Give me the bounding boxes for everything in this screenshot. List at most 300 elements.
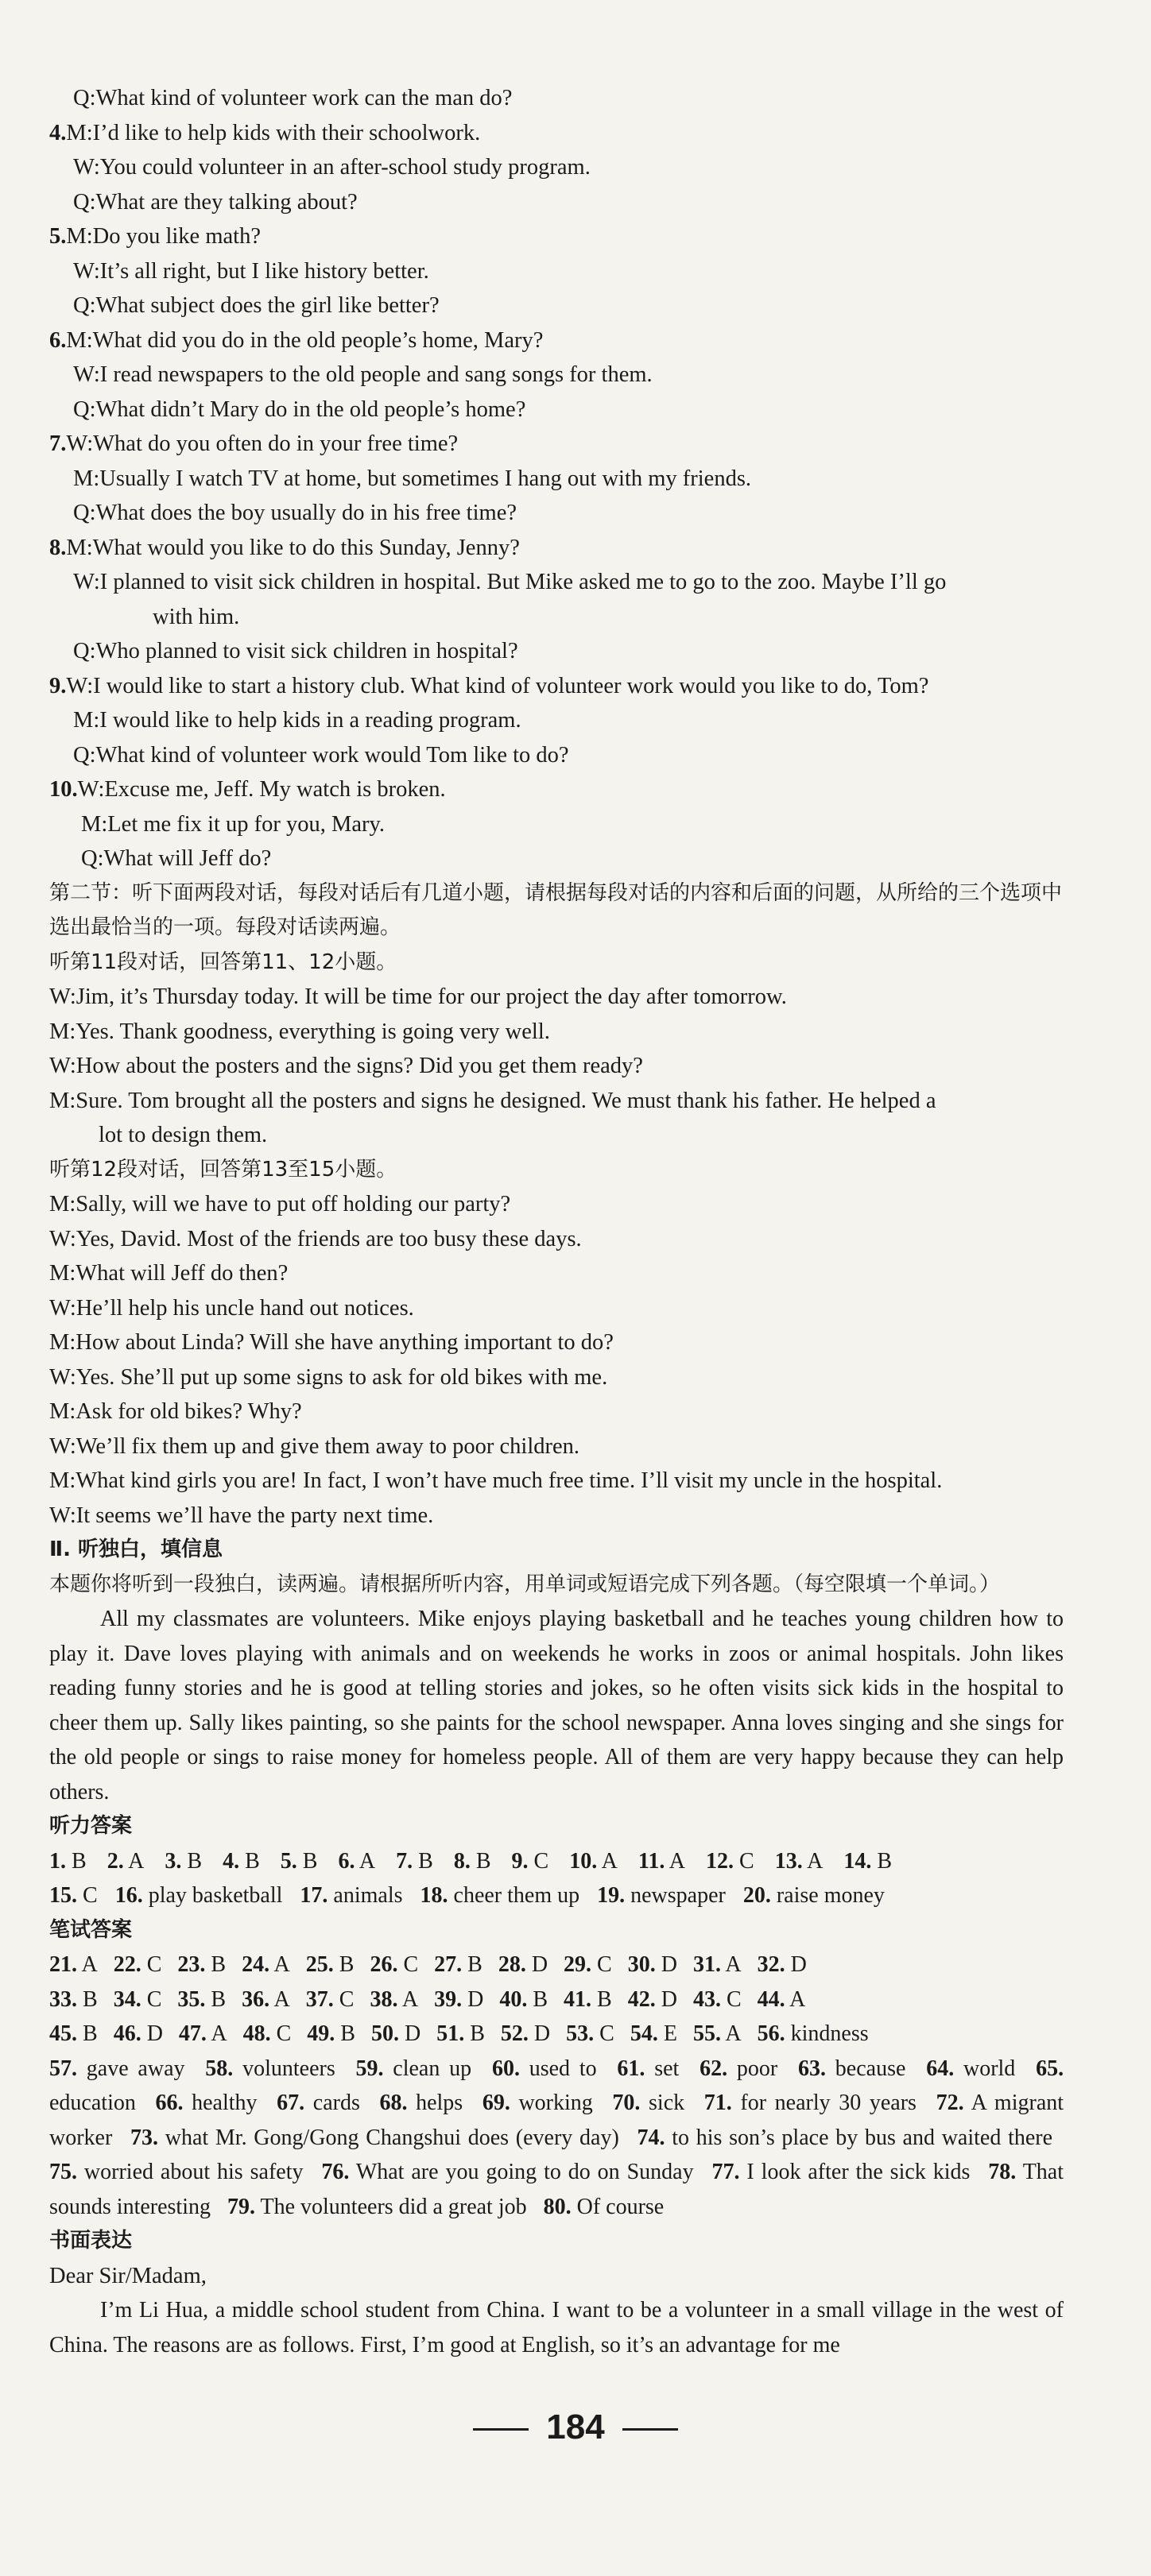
- speaker: M:: [49, 1330, 76, 1355]
- answer-item: [205, 2056, 335, 2081]
- answer-number: 45.: [49, 2021, 77, 2046]
- answer-number: 26.: [370, 1952, 398, 1977]
- answer-number: 13.: [774, 1848, 803, 1874]
- answer-item: [306, 1947, 355, 1982]
- part2-heading: Ⅱ. 听独白，填信息: [49, 1537, 223, 1561]
- dialogue-line: [49, 600, 1064, 635]
- answer-item: [227, 2195, 527, 2219]
- answer-value: C: [734, 1848, 754, 1874]
- answer-value: D: [525, 1952, 548, 1977]
- answer-value: because: [826, 2056, 906, 2081]
- answer-value: A: [665, 1848, 686, 1874]
- answer-value: A: [802, 1848, 824, 1874]
- answer-number: 56.: [757, 2021, 785, 2046]
- dialogue-line: [49, 393, 1064, 427]
- dialogue-line: [49, 1464, 1064, 1499]
- answer-number: 57.: [49, 2056, 77, 2081]
- answer-item: [798, 2056, 905, 2081]
- answer-item: [628, 1947, 677, 1982]
- answer-number: 27.: [434, 1952, 463, 1977]
- answer-item: [743, 1878, 885, 1913]
- utterance: What kind girls you are! In fact, I won’t have much free time. I’ll visit my uncle in the hospital.: [76, 1468, 943, 1493]
- answer-item: [454, 1844, 491, 1879]
- answer-item: [49, 2056, 185, 2081]
- answer-item: [434, 1982, 483, 2017]
- answer-row: [49, 1878, 1064, 1913]
- answer-item: [281, 1844, 318, 1879]
- utterance: I’d like to help kids with their schoolwork.: [92, 120, 481, 145]
- dialogue-line: [49, 841, 1064, 876]
- speaker: W:: [49, 1295, 76, 1321]
- answer-item: [49, 1982, 98, 2017]
- answer-number: 30.: [627, 1952, 656, 1977]
- speaker: M:: [49, 1088, 76, 1113]
- speaker: M:: [49, 1019, 76, 1044]
- speaker: Q:: [73, 396, 96, 422]
- answer-value: newspaper: [625, 1883, 726, 1908]
- answer-number: 33.: [49, 1986, 77, 2012]
- answer-number: 58.: [205, 2056, 234, 2081]
- question-number: 8.: [49, 535, 67, 560]
- answer-item: [114, 1947, 162, 1982]
- answer-number: 61.: [617, 2056, 645, 2081]
- dialogue-line: [49, 669, 1064, 704]
- speaker: M:: [73, 708, 100, 733]
- utterance: Jim, it’s Thursday today. It will be time for our project the day after tomorrow.: [76, 984, 787, 1009]
- written-answers-text: [49, 2052, 1064, 2225]
- speaker: Q:: [73, 742, 96, 768]
- answer-value: B: [413, 1848, 433, 1874]
- answer-item: [155, 2091, 257, 2115]
- speaker: W:: [73, 570, 100, 594]
- utterance: I would like to start a history club. What kind of volunteer work would you like to do, Tom?: [93, 673, 929, 698]
- answer-number: 68.: [379, 2091, 408, 2115]
- answer-item: [499, 1982, 548, 2017]
- answer-number: 52.: [500, 2021, 529, 2046]
- answer-number: 31.: [692, 1952, 721, 1977]
- speaker: W:: [73, 258, 100, 284]
- dialogue-line: [49, 462, 1064, 497]
- answer-number: 69.: [482, 2091, 510, 2115]
- answer-value: A: [77, 1952, 98, 1977]
- answer-item: [49, 2017, 98, 2052]
- listening-answers-heading: 听力答案: [49, 1814, 133, 1838]
- dialogue-line: [49, 81, 1064, 116]
- answer-number: 5.: [280, 1848, 297, 1874]
- dialogue-line: [49, 358, 1064, 393]
- dialogue-line: [49, 1394, 1064, 1429]
- utterance: It’s all right, but I like history better.: [99, 258, 429, 284]
- question-number: 7.: [49, 431, 67, 456]
- answer-value: poor: [727, 2056, 778, 2081]
- answer-number: 51.: [436, 2021, 465, 2046]
- speaker: M:: [49, 1468, 76, 1493]
- answer-number: 3.: [165, 1848, 182, 1874]
- answer-number: 29.: [564, 1952, 592, 1977]
- answer-item: [693, 1982, 742, 2017]
- answer-number: 12.: [706, 1848, 734, 1874]
- answer-number: 6.: [338, 1848, 355, 1874]
- writing-heading: 书面表达: [49, 2229, 133, 2253]
- speaker: W:: [73, 155, 100, 180]
- writing-salutation: Dear Sir/Madam,: [49, 2263, 207, 2288]
- answer-item: [758, 2017, 869, 2052]
- answer-item: [512, 1844, 549, 1879]
- dialogue12: [49, 1187, 1064, 1533]
- answer-value: A: [785, 1986, 806, 2012]
- answer-item: [498, 1947, 548, 1982]
- answer-item: [612, 2091, 684, 2115]
- answer-item: [704, 2091, 917, 2115]
- question-number: 4.: [49, 120, 67, 145]
- listening-answers: [49, 1844, 1064, 1913]
- answer-item: [179, 2017, 227, 2052]
- dash-left: [473, 2428, 529, 2431]
- answer-item: [396, 1844, 433, 1879]
- utterance: Yes. Thank goodness, everything is going very well.: [76, 1019, 550, 1044]
- answer-value: play basketball: [142, 1883, 283, 1908]
- question-number: 10.: [49, 777, 78, 802]
- answer-value: B: [205, 1986, 227, 2012]
- answer-value: set: [645, 2056, 680, 2081]
- page-number: [0, 2408, 1151, 2447]
- answer-value: used to: [519, 2056, 597, 2081]
- answer-number: 60.: [491, 2056, 520, 2081]
- answer-item: [243, 2017, 292, 2052]
- answer-item: [49, 1947, 98, 1982]
- answer-item: [177, 1947, 226, 1982]
- utterance: lot to design them.: [99, 1123, 268, 1147]
- answer-number: 62.: [700, 2056, 728, 2081]
- answer-row: [49, 1947, 1064, 1982]
- utterance: What would you like to do this Sunday, Jenny?: [92, 535, 520, 560]
- answer-value: A: [397, 1986, 419, 2012]
- answer-number: 71.: [703, 2091, 732, 2115]
- answer-number: 70.: [612, 2091, 641, 2115]
- section2-instruction: 第二节：听下面两段对话，每段对话后有几道小题，请根据每段对话的内容和后面的问题，从所给的三个选项中选出最恰当的一项。每段对话读两遍。: [49, 880, 1063, 939]
- answer-item: [926, 2056, 1015, 2081]
- answer-number: 41.: [564, 1986, 592, 2012]
- speaker: Q:: [73, 639, 96, 663]
- answer-value: B: [871, 1848, 893, 1874]
- writing-body: I’m Li Hua, a middle school student from China. I want to be a volunteer in a small village in the west of China. The reasons are as follows. First, I’m good at English, so it’s an advantage for me: [49, 2298, 1064, 2357]
- speaker: Q:: [73, 189, 96, 215]
- dialogue-line: [49, 738, 1064, 773]
- utterance: We’ll fix them up and give them away to poor children.: [76, 1433, 579, 1459]
- answer-number: 9.: [511, 1848, 529, 1874]
- utterance: What didn’t Mary do in the old people’s home?: [95, 396, 526, 422]
- dialogue-line: [49, 1325, 1064, 1360]
- answer-value: animals: [327, 1883, 403, 1908]
- answer-value: clean up: [383, 2056, 472, 2081]
- answer-value: B: [470, 1848, 491, 1874]
- answer-item: [370, 1982, 418, 2017]
- section1-dialogues: [49, 81, 1064, 876]
- answer-value: A: [597, 1848, 618, 1874]
- answer-number: 8.: [453, 1848, 471, 1874]
- speaker: W:: [49, 1054, 76, 1078]
- utterance: Ask for old bikes? Why?: [76, 1399, 302, 1424]
- dialogue-line: [49, 1049, 1064, 1084]
- speaker: Q:: [73, 293, 96, 318]
- utterance: He’ll help his uncle hand out notices.: [76, 1295, 414, 1321]
- utterance: It seems we’ll have the party next time.: [76, 1503, 434, 1528]
- answer-value: B: [66, 1848, 87, 1874]
- answer-number: 55.: [692, 2021, 721, 2046]
- answer-number: 63.: [798, 2056, 827, 2081]
- speaker: M:: [66, 224, 93, 249]
- answer-number: 47.: [178, 2021, 207, 2046]
- answer-number: 77.: [711, 2160, 740, 2184]
- dialogue-line: [49, 116, 1064, 151]
- answer-value: B: [181, 1848, 203, 1874]
- answer-number: 46.: [113, 2021, 141, 2046]
- answer-item: [436, 2017, 485, 2052]
- utterance: Yes, David. Most of the friends are too busy these days.: [76, 1226, 582, 1251]
- dialogue-line: [49, 772, 1064, 807]
- speaker: W:: [49, 1433, 76, 1459]
- answer-number: 14.: [843, 1848, 872, 1874]
- answer-number: 65.: [1036, 2056, 1064, 2081]
- written-answers-heading: 笔试答案: [49, 1917, 133, 1942]
- answer-item: [482, 2091, 593, 2115]
- answer-number: 7.: [396, 1848, 413, 1874]
- utterance: You could volunteer in an after-school study program.: [99, 155, 591, 180]
- utterance: Sally, will we have to put off holding our party?: [76, 1192, 511, 1216]
- answer-value: C: [591, 1952, 612, 1977]
- answer-item: [165, 1844, 202, 1879]
- speaker: W:: [49, 1503, 76, 1528]
- answer-item: [706, 1844, 754, 1879]
- monologue-passage: All my classmates are volunteers. Mike enjoys playing basketball and he teaches young children how to play it. Dave loves playing with animals and on weekends he works in zoos or animal hospitals. John likes reading funny stories and he is good at telling stories and jokes, so he often visits sick kids in the hospital to cheer them up. Sally likes painting, so she paints for the school newspaper. Anna loves singing and she sings for the old people or sings to raise money for homeless people. All of them are very happy because they can help others.: [49, 1607, 1064, 1804]
- answer-item: [758, 1982, 806, 2017]
- dialogue-line: [49, 634, 1064, 669]
- answer-number: 72.: [936, 2091, 964, 2115]
- answer-item: [300, 1878, 402, 1913]
- utterance: Usually I watch TV at home, but sometimes I hang out with my friends.: [99, 466, 752, 491]
- answer-number: 39.: [434, 1986, 463, 2012]
- written-answers-choices: [49, 1947, 1064, 2052]
- speaker: W:: [66, 673, 94, 698]
- answer-number: 67.: [277, 2091, 305, 2115]
- answer-item: [712, 2160, 971, 2184]
- answer-item: [492, 2056, 597, 2081]
- answer-number: 73.: [130, 2125, 159, 2150]
- answer-item: [693, 1947, 742, 1982]
- answer-value: E: [657, 2021, 677, 2046]
- dialogue11-title: 听第11段对话，回答第11、12小题。: [49, 950, 397, 974]
- speaker: M:: [49, 1192, 76, 1216]
- answer-number: 11.: [638, 1848, 665, 1874]
- speaker: Q:: [73, 86, 96, 110]
- answer-value: A: [269, 1986, 290, 2012]
- answer-item: [638, 1844, 685, 1879]
- answer-number: 1.: [49, 1848, 66, 1874]
- answer-number: 44.: [757, 1986, 785, 2012]
- answer-value: B: [77, 2021, 98, 2046]
- answer-value: cheer them up: [448, 1883, 580, 1908]
- answer-number: 25.: [305, 1952, 334, 1977]
- answer-value: B: [296, 1848, 318, 1874]
- answer-item: [307, 2017, 355, 2052]
- answer-value: D: [655, 1952, 677, 1977]
- utterance: What did you do in the old people’s home, Mary?: [92, 327, 544, 353]
- speaker: W:: [77, 777, 105, 802]
- answer-item: [700, 2056, 777, 2081]
- answer-number: 20.: [742, 1883, 771, 1908]
- answer-item: [49, 2160, 303, 2184]
- answer-item: [356, 2056, 472, 2081]
- answer-item: [370, 1947, 418, 1982]
- answer-number: 17.: [300, 1883, 328, 1908]
- answer-number: 35.: [177, 1986, 206, 2012]
- answer-item: [758, 1947, 807, 1982]
- speaker: M:: [66, 327, 93, 353]
- answer-value: C: [141, 1986, 162, 2012]
- answer-number: 24.: [242, 1952, 270, 1977]
- answer-item: [569, 1844, 618, 1879]
- dialogue-line: [49, 1256, 1064, 1291]
- answer-number: 54.: [630, 2021, 658, 2046]
- dialogue-line: [49, 703, 1064, 738]
- answer-number: 2.: [107, 1848, 124, 1874]
- dialogue-line: [49, 1291, 1064, 1326]
- speaker: Q:: [81, 846, 104, 871]
- dialogue-line: [49, 185, 1064, 220]
- speaker: M:: [49, 1261, 76, 1286]
- answer-number: 75.: [49, 2160, 77, 2184]
- dialogue-line: [49, 323, 1064, 358]
- answer-item: [420, 1878, 580, 1913]
- answer-number: 66.: [155, 2091, 184, 2115]
- utterance: I planned to visit sick children in hospital. But Mike asked me to go to the zoo. Maybe I’ll go: [99, 570, 947, 594]
- speaker: W:: [49, 1226, 76, 1251]
- dialogue-line: [49, 219, 1064, 254]
- answer-value: B: [591, 1986, 612, 2012]
- answer-value: healthy: [183, 2091, 258, 2115]
- answer-value: for nearly 30 years: [731, 2091, 917, 2115]
- speaker: W:: [49, 984, 76, 1009]
- answer-number: 4.: [223, 1848, 240, 1874]
- answer-value: B: [333, 1952, 355, 1977]
- dialogue-line: [49, 1015, 1064, 1050]
- dash-right: [622, 2428, 678, 2431]
- answer-value: B: [239, 1848, 260, 1874]
- answer-value: C: [270, 2021, 292, 2046]
- answer-item: [242, 1982, 290, 2017]
- utterance: with him.: [153, 604, 240, 629]
- answer-number: 50.: [370, 2021, 399, 2046]
- answer-number: 28.: [498, 1952, 526, 1977]
- answer-number: 34.: [113, 1986, 141, 2012]
- answer-key-content: [49, 81, 1064, 2362]
- answer-value: worried about his safety: [77, 2160, 304, 2184]
- answer-value: world: [954, 2056, 1016, 2081]
- answer-value: cards: [304, 2091, 360, 2115]
- answer-value: B: [464, 2021, 485, 2046]
- answer-value: The volunteers did a great job: [255, 2194, 527, 2219]
- answer-value: What are you going to do on Sunday: [349, 2160, 694, 2184]
- answer-item: [114, 2017, 163, 2052]
- answer-value: A: [720, 1952, 742, 1977]
- answer-value: A: [206, 2021, 227, 2046]
- dialogue-line: [49, 427, 1064, 462]
- utterance: I read newspapers to the old people and sang songs for them.: [99, 362, 653, 387]
- answer-value: D: [655, 1986, 677, 2012]
- answer-item: [564, 1982, 612, 2017]
- utterance: Who planned to visit sick children in hospital?: [95, 639, 518, 663]
- answer-item: [843, 1844, 892, 1879]
- dialogue-line: [49, 496, 1064, 531]
- answer-number: 32.: [757, 1952, 785, 1977]
- answer-value: to his son’s place by bus and waited there: [665, 2125, 1053, 2150]
- answer-value: volunteers: [233, 2056, 335, 2081]
- answer-item: [130, 2125, 619, 2150]
- answer-value: kindness: [785, 2021, 869, 2046]
- utterance: What will Jeff do?: [103, 846, 272, 871]
- answer-item: [49, 1878, 98, 1913]
- answer-item: [114, 1982, 162, 2017]
- answer-row: [49, 1982, 1064, 2017]
- answer-value: A: [720, 2021, 742, 2046]
- answer-item: [306, 1982, 355, 2017]
- utterance: Let me fix it up for you, Mary.: [107, 811, 386, 837]
- utterance: What does the boy usually do in his free time?: [95, 501, 517, 525]
- part2-instruction: 本题你将听到一段独白，读两遍。请根据所听内容，用单词或短语完成下列各题。（每空限填一个单词。）: [49, 1572, 1001, 1596]
- answer-value: C: [397, 1952, 419, 1977]
- utterance: How about Linda? Will she have anything important to do?: [76, 1330, 614, 1355]
- utterance: What are they talking about?: [95, 189, 358, 215]
- answer-value: B: [527, 1986, 548, 2012]
- answer-value: education: [49, 2091, 136, 2115]
- answer-value: A: [269, 1952, 290, 1977]
- answer-item: [638, 2125, 1053, 2150]
- answer-item: [628, 1982, 677, 2017]
- answer-item: [544, 2195, 665, 2219]
- answer-value: B: [77, 1986, 98, 2012]
- answer-value: D: [141, 2021, 163, 2046]
- question-number: 5.: [49, 224, 67, 249]
- utterance: What kind of volunteer work would Tom like to do?: [95, 742, 569, 768]
- answer-number: 42.: [627, 1986, 656, 2012]
- answer-item: [564, 1947, 612, 1982]
- answer-item: [379, 2091, 463, 2115]
- dialogue-line: [49, 254, 1064, 289]
- dialogue-line: [49, 150, 1064, 185]
- answer-item: [49, 1844, 87, 1879]
- answer-number: 16.: [114, 1883, 143, 1908]
- answer-item: [277, 2091, 360, 2115]
- answer-value: B: [335, 2021, 355, 2046]
- dialogue-line: [49, 1222, 1064, 1257]
- answer-value: Of course: [571, 2194, 665, 2219]
- answer-number: 79.: [227, 2194, 255, 2219]
- answer-value: raise money: [770, 1883, 885, 1908]
- dialogue-line: [49, 565, 1064, 600]
- answer-number: 64.: [926, 2056, 955, 2081]
- dialogue-line: [49, 807, 1064, 842]
- answer-value: C: [528, 1848, 549, 1874]
- answer-item: [242, 1947, 290, 1982]
- dialogue-line: [49, 1360, 1064, 1395]
- page-number-text: 184: [546, 2408, 605, 2446]
- answer-item: [371, 2017, 420, 2052]
- dialogue11: [49, 980, 1064, 1153]
- utterance: What kind of volunteer work can the man do?: [95, 86, 513, 110]
- answer-value: sick: [640, 2091, 685, 2115]
- answer-item: [223, 1844, 260, 1879]
- answer-item: [501, 2017, 550, 2052]
